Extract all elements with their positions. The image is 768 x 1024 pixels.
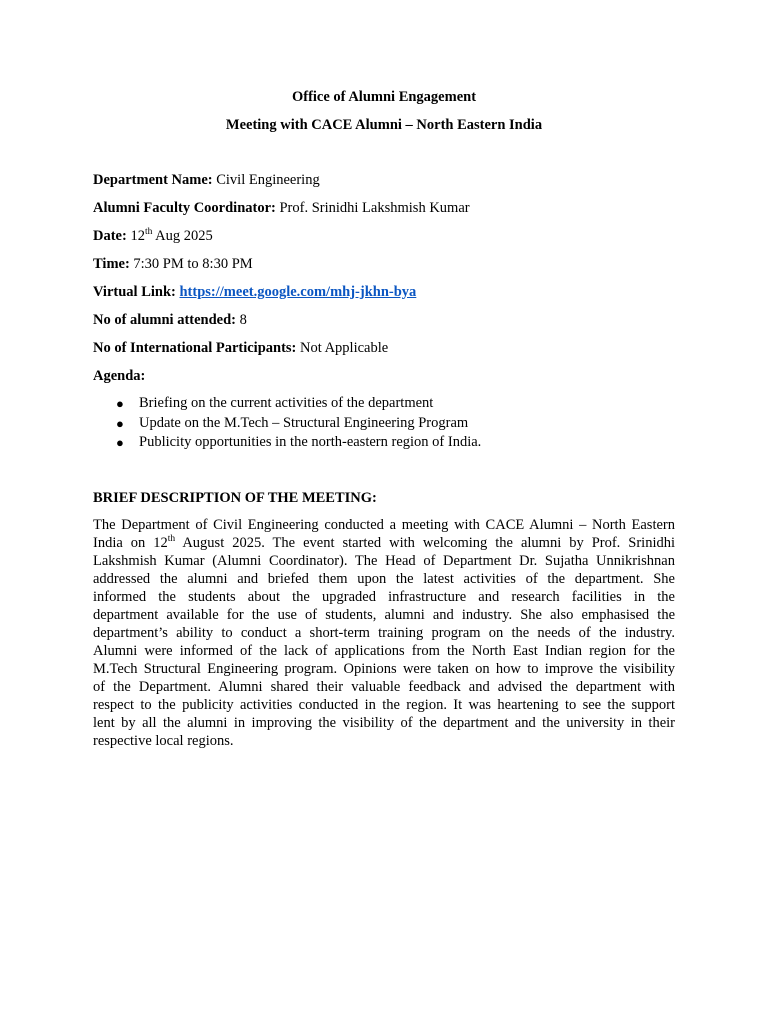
description-heading: BRIEF DESCRIPTION OF THE MEETING: [93,490,377,506]
description-line: of the Department. Alumni shared their valuable feedback and advised the department with [93,679,675,695]
alumni-attended-value: 8 [239,312,247,328]
description-line: M.Tech Structural Engineering program. Opinions were taken on how to improve the visibility [93,661,675,677]
description-line: Lakshmish Kumar (Alumni Coordinator). The Head of Department Dr. Sujatha Unnikrishnan [93,553,675,569]
time-field [93,255,253,273]
international-label: No of International Participants: [93,340,297,356]
agenda-item-text: Publicity opportunities in the north-eastern region of India. [139,434,482,450]
agenda-item [116,414,481,434]
date-suffix: th [144,227,153,238]
agenda-item-text: Briefing on the current activities of the department [139,395,434,411]
agenda-item [116,394,481,414]
department-value: Civil Engineering [216,172,320,188]
description-text: India on 12 [93,535,168,551]
bullet-icon: ● [116,396,124,411]
agenda-item [116,433,481,453]
description-line: The Department of Civil Engineering conducted a meeting with CACE Alumni – North Eastern [93,517,675,533]
department-field [93,171,320,189]
international-value: Not Applicable [300,340,389,356]
description-line: respective local regions. [93,733,234,749]
time-value: 7:30 PM to 8:30 PM [133,256,253,272]
date-day: 12 [130,228,145,244]
description-line: addressed the alumni and briefed them upon the latest activities of the department. She [93,571,675,587]
date-label: Date: [93,228,127,244]
alumni-attended-field [93,311,247,329]
meeting-title: Meeting with CACE Alumni – North Eastern India [225,117,543,133]
office-title: Office of Alumni Engagement [291,89,477,105]
description-line: department’s ability to conduct a short-term training program on the needs of the industry. [93,625,675,641]
time-label: Time: [93,256,130,272]
description-line: informed the students about the upgraded infrastructure and research facilities in the [93,589,675,605]
description-sup: th [167,534,176,545]
agenda-list [116,394,481,453]
description-body [93,516,675,750]
description-text: August 2025. The event started with welcoming the alumni by Prof. Srinidhi [175,535,675,551]
description-line: lent by all the alumni in improving the visibility of the department and the university in their [93,715,675,731]
alumni-attended-label: No of alumni attended: [93,312,236,328]
virtual-link-field [93,283,416,301]
agenda-heading [93,367,145,385]
international-field [93,339,388,357]
date-field [93,227,213,245]
bullet-icon: ● [116,435,124,450]
bullet-icon: ● [116,415,124,431]
description-line: Alumni were informed of the lack of applications from the North East Indian region for the [93,643,675,659]
description-line: respect to the publicity activities conducted in the region. It was heartening to see the support [93,697,675,713]
meeting-link[interactable]: https://meet.google.com/mhj-jkhn-bya [179,284,417,300]
department-label: Department Name: [93,172,213,188]
description-line [93,534,675,552]
date-rest: Aug 2025 [155,228,213,244]
virtual-link-label: Virtual Link: [93,284,176,300]
coordinator-label: Alumni Faculty Coordinator: [93,200,276,216]
agenda-item-text: Update on the M.Tech – Structural Engineering Program [139,414,469,431]
description-line: department available for the use of students, alumni and industry. She also emphasised the [93,607,675,623]
coordinator-value: Prof. Srinidhi Lakshmish Kumar [279,200,470,216]
agenda-label: Agenda: [93,368,146,384]
coordinator-field [93,199,470,217]
